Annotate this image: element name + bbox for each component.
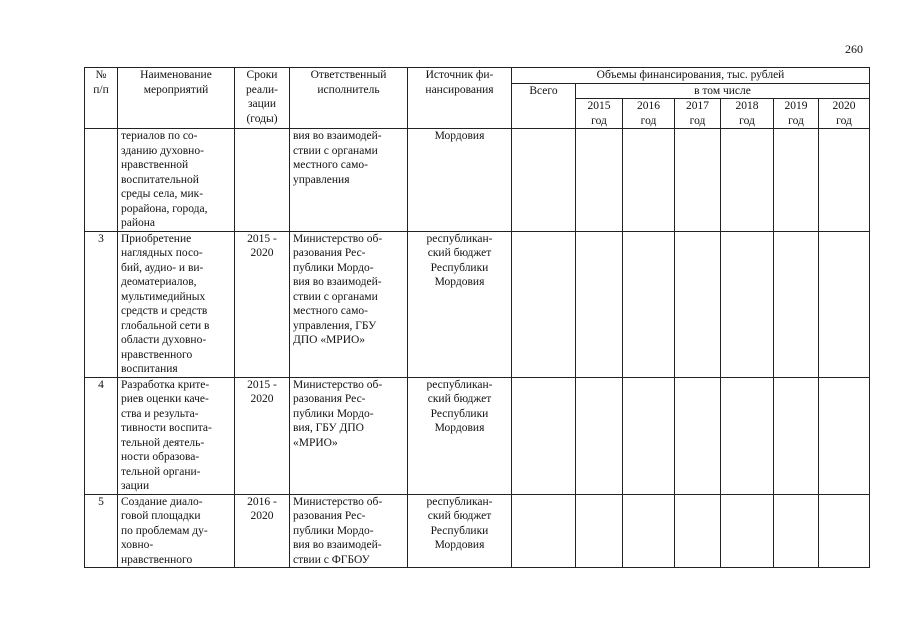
header-name: Наименование мероприятий: [118, 68, 235, 129]
header-year: 2017 год: [675, 99, 721, 129]
row-year-cell: [576, 494, 623, 568]
row-year-cell: [721, 494, 774, 568]
header-year: 2015 год: [576, 99, 623, 129]
header-year: 2019 год: [774, 99, 819, 129]
row-terms: [235, 129, 290, 232]
header-terms: Сроки реали- зации (годы): [235, 68, 290, 129]
row-name: териалов по со- зданию духовно- нравственной воспитательной среды села, мик- рорайона, города, района: [118, 129, 235, 232]
table-row: [85, 377, 870, 494]
funding-table: [84, 67, 870, 568]
row-total: [512, 377, 576, 494]
row-total: [512, 129, 576, 232]
row-year-cell: [623, 129, 675, 232]
row-year-cell: [774, 231, 819, 377]
row-total: [512, 231, 576, 377]
row-year-cell: [721, 231, 774, 377]
row-year-cell: [675, 494, 721, 568]
row-responsible: Министерство об- разования Рес- публики Мордо- вия, ГБУ ДПО «МРИО»: [290, 377, 408, 494]
row-num: 4: [85, 377, 118, 494]
row-source: республикан- ский бюджет Республики Мордовия: [408, 494, 512, 568]
row-terms: 2016 - 2020: [235, 494, 290, 568]
row-total: [512, 494, 576, 568]
header-num: № п/п: [85, 68, 118, 129]
row-num: [85, 129, 118, 232]
page-number: 260: [845, 42, 863, 56]
row-year-cell: [675, 129, 721, 232]
row-responsible: вия во взаимодей- ствии с органами местного само- управления: [290, 129, 408, 232]
row-year-cell: [819, 129, 870, 232]
row-terms: 2015 - 2020: [235, 377, 290, 494]
row-year-cell: [774, 129, 819, 232]
header-total: Всего: [512, 83, 576, 129]
row-year-cell: [623, 494, 675, 568]
row-year-cell: [819, 494, 870, 568]
header-year: 2020 год: [819, 99, 870, 129]
row-year-cell: [819, 377, 870, 494]
row-year-cell: [623, 377, 675, 494]
row-year-cell: [721, 129, 774, 232]
row-terms: 2015 - 2020: [235, 231, 290, 377]
header-year: 2016 год: [623, 99, 675, 129]
row-year-cell: [576, 129, 623, 232]
row-name: Разработка крите- риев оценки каче- ства и результа- тивности воспита- тельной деятель- ности образова- тельной органи- зации: [118, 377, 235, 494]
row-source: республикан- ский бюджет Республики Мордовия: [408, 377, 512, 494]
table-row: [85, 494, 870, 568]
row-name: Приобретение наглядных посо- бий, аудио- и ви- деоматериалов, мультимедийных средств и средств глобальной сети в области духовно- нравственного воспитания: [118, 231, 235, 377]
header-responsible: Ответственный исполнитель: [290, 68, 408, 129]
row-year-cell: [774, 377, 819, 494]
row-source: Мордовия: [408, 129, 512, 232]
row-responsible: Министерство об- разования Рес- публики Мордо- вия во взаимодей- ствии с ФГБОУ: [290, 494, 408, 568]
row-year-cell: [675, 231, 721, 377]
table-row: [85, 231, 870, 377]
header-year: 2018 год: [721, 99, 774, 129]
header-source: Источник фи- нансирования: [408, 68, 512, 129]
header-funding: Объемы финансирования, тыс. рублей: [512, 68, 870, 84]
row-num: 3: [85, 231, 118, 377]
row-year-cell: [774, 494, 819, 568]
row-num: 5: [85, 494, 118, 568]
row-year-cell: [819, 231, 870, 377]
row-year-cell: [576, 231, 623, 377]
row-name: Создание диало- говой площадки по проблемам ду- ховно- нравственного: [118, 494, 235, 568]
row-responsible: Министерство об- разования Рес- публики Мордо- вия во взаимодей- ствии с органами местного само- управления, ГБУ ДПО «МРИО»: [290, 231, 408, 377]
table-row: [85, 129, 870, 232]
row-year-cell: [623, 231, 675, 377]
row-year-cell: [721, 377, 774, 494]
row-source: республикан- ский бюджет Республики Мордовия: [408, 231, 512, 377]
row-year-cell: [675, 377, 721, 494]
row-year-cell: [576, 377, 623, 494]
header-including: в том числе: [576, 83, 870, 99]
